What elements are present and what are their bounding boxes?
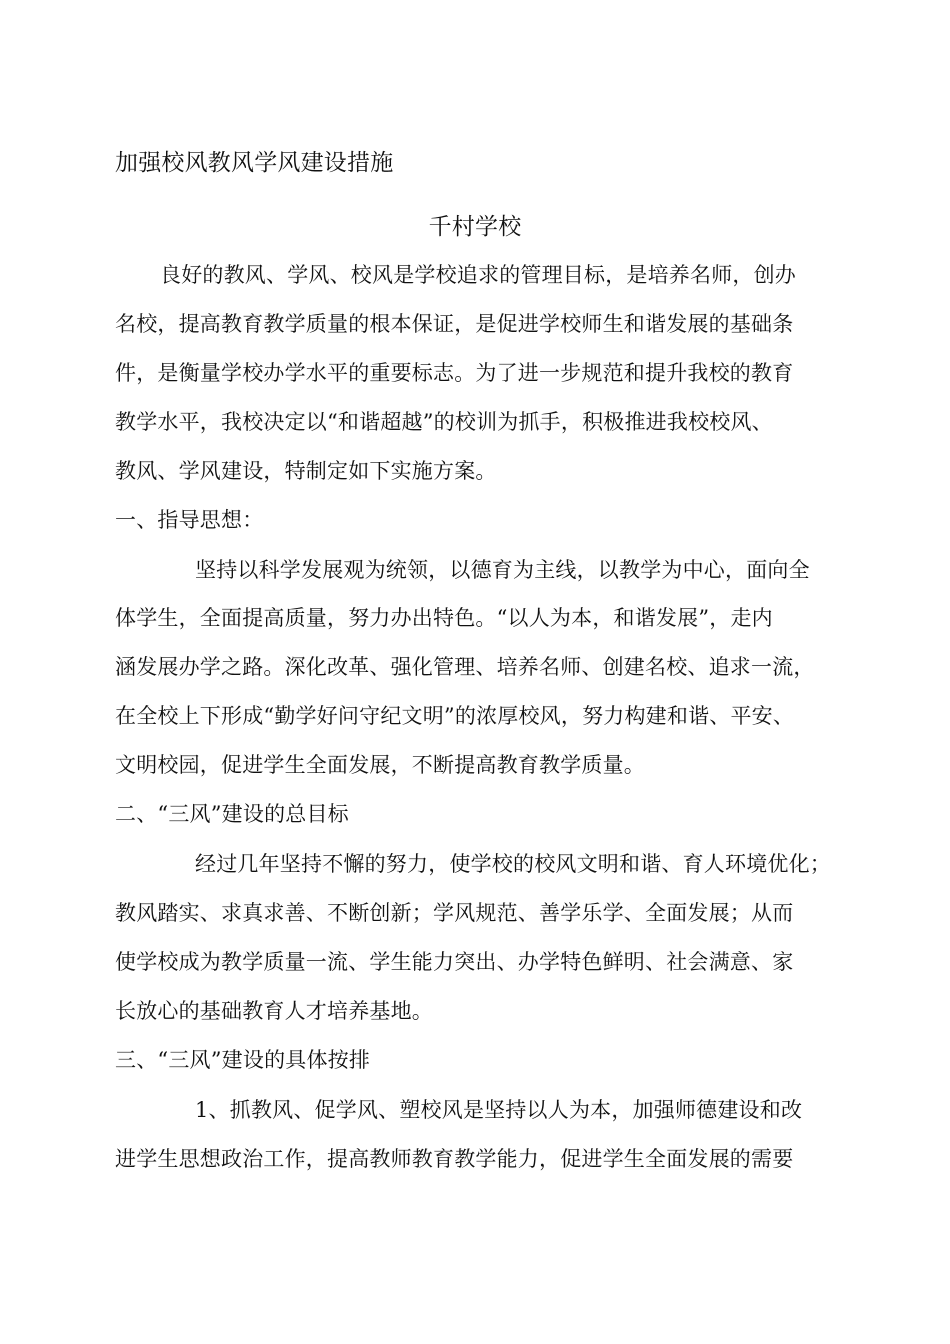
- section-1-line: 在全校上下形成“勤学好问守纪文明”的浓厚校风，努力构建和谐、平安、: [115, 704, 795, 728]
- section-2-heading: 二、“三风”建设的总目标: [115, 802, 349, 826]
- intro-line: 名校，提高教育教学质量的根本保证，是促进学校师生和谐发展的基础条: [115, 312, 794, 336]
- section-3-heading: 三、“三风”建设的具体按排: [115, 1048, 371, 1072]
- section-1-line: 体学生，全面提高质量，努力办出特色。“以人为本，和谐发展”，走内: [115, 606, 773, 630]
- section-2-line: 教风踏实、求真求善、不断创新；学风规范、善学乐学、全面发展；从而: [115, 901, 794, 925]
- section-2-line: 使学校成为教学质量一流、学生能力突出、办学特色鲜明、社会满意、家: [115, 950, 794, 974]
- section-3-line: 进学生思想政治工作，提高教师教育教学能力，促进学生全面发展的需要: [115, 1147, 794, 1171]
- intro-line: 教风、学风建设，特制定如下实施方案。: [115, 459, 497, 483]
- section-1-heading: 一、指导思想：: [115, 508, 264, 532]
- section-3-line: 1、抓教风、促学风、塑校风是坚持以人为本，加强师德建设和改: [195, 1098, 803, 1122]
- section-2-line: 经过几年坚持不懈的努力，使学校的校风文明和谐、育人环境优化；: [195, 852, 831, 876]
- intro-line: 教学水平，我校决定以“和谐超越”的校训为抓手，积极推进我校校风、: [115, 410, 773, 434]
- intro-line: 件，是衡量学校办学水平的重要标志。为了进一步规范和提升我校的教育: [115, 361, 794, 385]
- section-1-line: 坚持以科学发展观为统领，以德育为主线，以教学为中心，面向全: [195, 558, 810, 582]
- section-1-line: 涵发展办学之路。深化改革、强化管理、培养名师、创建名校、追求一流，: [115, 655, 815, 679]
- document-title: 加强校风教风学风建设措施: [115, 150, 394, 176]
- intro-line: 良好的教风、学风、校风是学校追求的管理目标，是培养名师，创办: [160, 263, 796, 287]
- section-1-line: 文明校园，促进学生全面发展，不断提高教育教学质量。: [115, 753, 645, 777]
- section-2-line: 长放心的基础教育人才培养基地。: [115, 999, 433, 1023]
- school-name: 千村学校: [428, 214, 522, 240]
